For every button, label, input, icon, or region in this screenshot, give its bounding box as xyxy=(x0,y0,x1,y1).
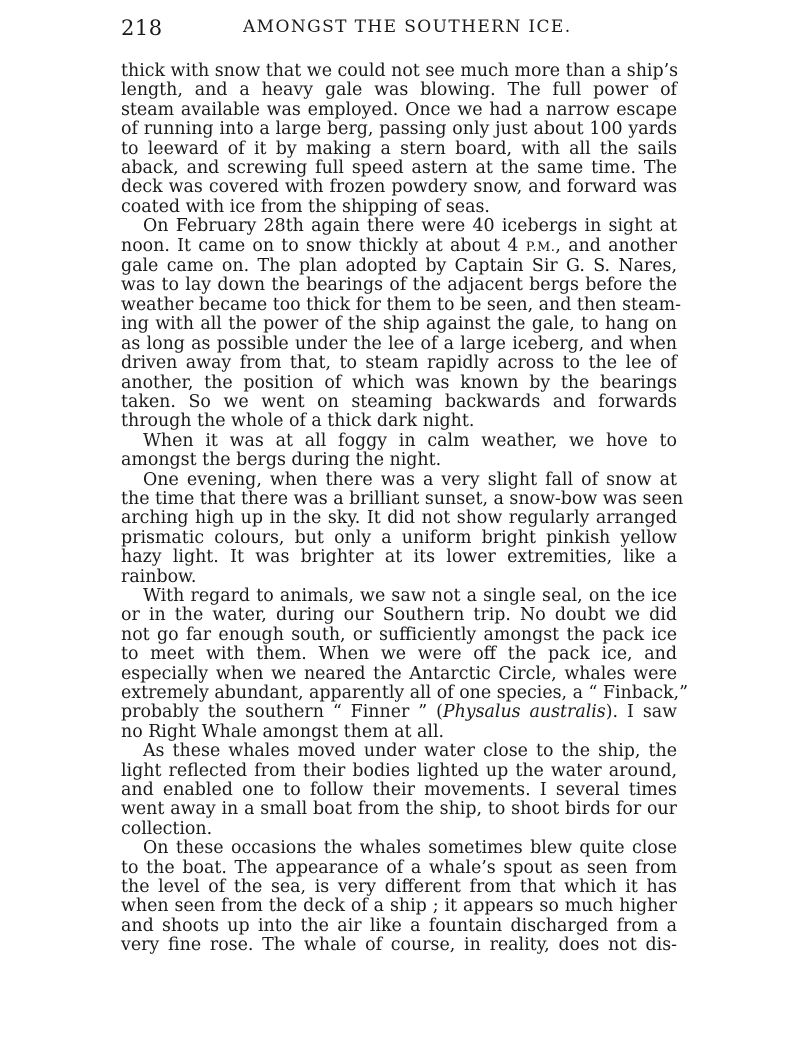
text-line: or in the water, during our Southern trip. No doubt we did xyxy=(121,605,677,626)
text-line: of running into a large berg, passing only just about 100 yards xyxy=(121,119,677,140)
text-line: especially when we neared the Antarctic Circle, whales were xyxy=(121,663,677,684)
text-line: very fine rose. The whale of course, in reality, does not dis- xyxy=(121,935,677,956)
text-line: to the boat. The appearance of a whale’s spout as seen from xyxy=(121,857,677,878)
text-line: collection. xyxy=(121,818,213,839)
text-line: when seen from the deck of a ship ; it appears so much higher xyxy=(121,896,677,917)
text-line: probably the southern “ Finner ” (Physalus australis). I saw xyxy=(121,702,678,723)
running-title: AMONGST THE SOUTHERN ICE. xyxy=(243,17,572,37)
text-line: hazy light. It was brighter at its lower extremities, like a xyxy=(121,547,677,568)
text-line: not go far enough south, or sufficiently amongst the pack ice xyxy=(121,624,677,645)
text-line: gale came on. The plan adopted by Captain Sir G. S. Nares, xyxy=(121,256,677,277)
text-line: extremely abundant, apparently all of one species, a “ Finback,” xyxy=(121,683,688,703)
text-line: When it was at all foggy in calm weather, we hove to xyxy=(143,430,677,451)
text-line: through the whole of a thick dark night. xyxy=(121,411,475,432)
text-line: thick with snow that we could not see much more than a ship’s xyxy=(121,61,679,81)
paragraph-whales-moved xyxy=(121,742,677,839)
paragraph-animals xyxy=(121,585,688,742)
text-line: With regard to animals, we saw not a single seal, on the ice xyxy=(143,585,677,606)
text-line: prismatic colours, but only a uniform bright pinkish yellow xyxy=(121,527,677,548)
paragraph-foggy-weather xyxy=(121,432,677,471)
text-line: and enabled one to follow their movements. I several times xyxy=(121,780,677,801)
text-line: rainbow. xyxy=(121,566,197,587)
text-line: went away in a small boat from the ship, to shoot birds for our xyxy=(121,799,677,820)
paragraph-february-28th xyxy=(121,216,682,432)
text-line: driven away from that, to steam rapidly across to the lee of xyxy=(121,353,677,374)
body-text xyxy=(121,61,688,956)
text-line: deck was covered with frozen powdery snow, and forward was xyxy=(121,177,677,198)
text-line: taken. So we went on steaming backwards and forwards xyxy=(121,391,677,412)
text-line: no Right Whale amongst them at all. xyxy=(121,721,445,742)
text-line: As these whales moved under water close to the ship, the xyxy=(143,741,677,762)
text-line: One evening, when there was a very slight fall of snow at xyxy=(143,469,677,490)
paragraph-whale-spout xyxy=(121,839,677,955)
text-line: aback, and screwing full speed astern at the same time. The xyxy=(121,158,677,179)
text-line: light reflected from their bodies lighted up the water around, xyxy=(121,760,677,781)
species-name-italic: Physalus australis xyxy=(442,702,606,723)
text-line: to meet with them. When we were off the pack ice, and xyxy=(121,644,677,665)
small-caps-time: P.M. xyxy=(525,239,556,255)
text-line: steam available was employed. Once we had a narrow escape xyxy=(121,99,677,120)
text-line: length, and a heavy gale was blowing. The full power of xyxy=(121,80,677,101)
text-line: noon. It came on to snow thickly at about 4 P.M., and another xyxy=(121,235,677,256)
running-head xyxy=(121,16,681,46)
paragraph-continuation xyxy=(121,62,677,217)
text-line: the level of the sea, is very different from that which it has xyxy=(121,877,677,898)
text-line: On these occasions the whales sometimes blew quite close xyxy=(143,838,677,859)
text-line: and shoots up into the air like a fountain discharged from a xyxy=(121,915,677,936)
text-line: weather became too thick for them to be seen, and then steam- xyxy=(121,294,682,315)
text-line: to leeward of it by making a stern board, with all the sails xyxy=(121,138,677,159)
text-line: coated with ice from the shipping of seas. xyxy=(121,196,490,217)
text-line: as long as possible under the lee of a large iceberg, and when xyxy=(121,333,677,354)
paragraph-snow-bow xyxy=(121,469,684,587)
text-line: the time that there was a brilliant sunset, a snow-bow was seen xyxy=(121,488,684,509)
text-line: another, the position of which was known by the bearings xyxy=(121,372,677,393)
text-line: ing with all the power of the ship against the gale, to hang on xyxy=(121,314,677,335)
text-line: was to lay down the bearings of the adjacent bergs before the xyxy=(121,275,677,296)
text-line: arching high up in the sky. It did not show regularly arranged xyxy=(121,508,677,529)
text-line: amongst the bergs during the night. xyxy=(121,450,442,471)
text-line: On February 28th again there were 40 icebergs in sight at xyxy=(143,216,677,237)
page-number: 218 xyxy=(121,16,163,40)
